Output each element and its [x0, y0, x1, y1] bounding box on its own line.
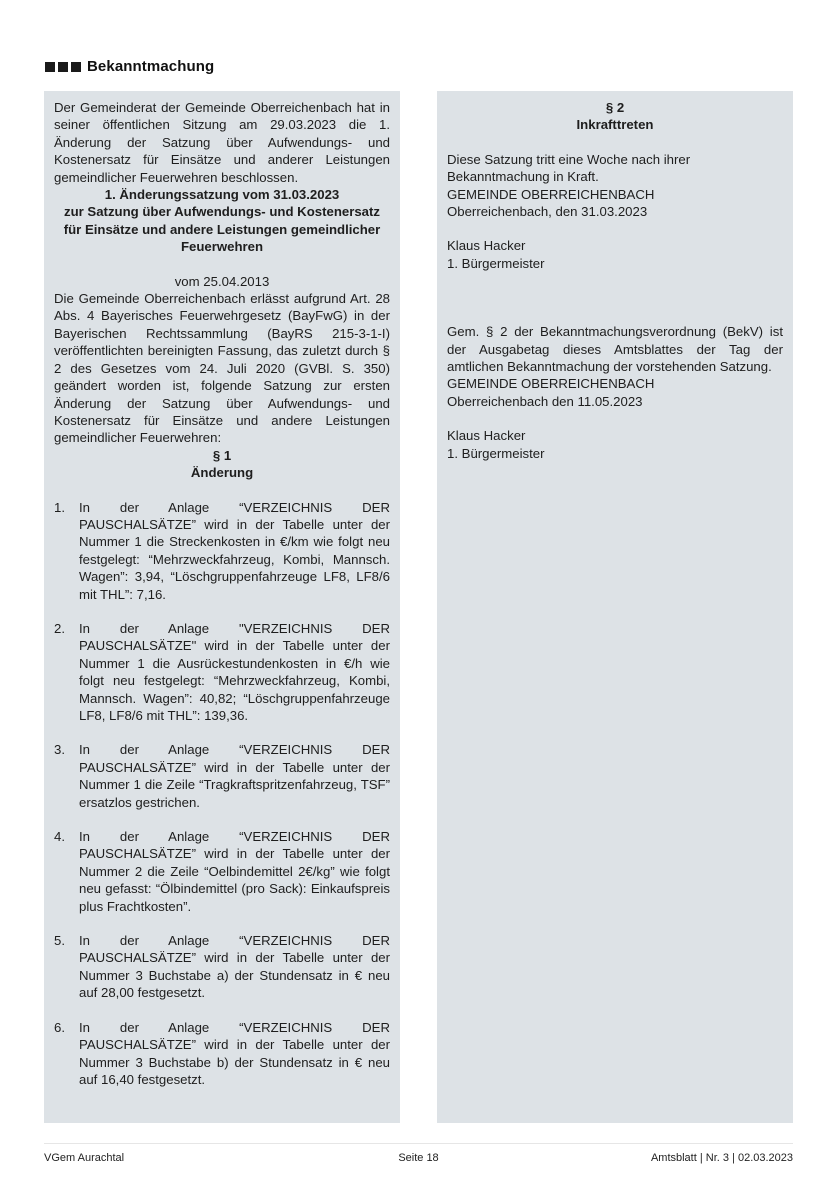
place-date: Oberreichenbach den 11.05.2023 — [447, 393, 643, 409]
municipality-name: GEMEINDE OBERREICHENBACH — [447, 376, 655, 392]
signer-name: Klaus Hacker — [447, 428, 526, 444]
place-date: Oberreichenbach, den 31.03.2023 — [447, 204, 648, 220]
section-1-heading — [54, 447, 390, 482]
signature-place-1 — [447, 186, 783, 221]
bylaw-title — [54, 186, 390, 256]
list-item-number: 1. — [54, 499, 65, 515]
list-item-text: In der Anlage "VERZEICHNIS DER PAUSCHALSÄTZE" wird in der Tabelle unter der Nummer 1 die Ausrückestundenkosten in €/h wie folgt neu festgelegt: “Mehrzweckfahrzeug, Kombi, Mannsch. Wagen”: 40,82; “Löschgruppenfahrzeuge LF8, LF8/6 mit THL”: 139,36. — [79, 620, 390, 723]
amendment-list — [54, 499, 390, 1089]
right-column — [437, 91, 793, 1123]
list-item-text: In der Anlage “VERZEICHNIS DER PAUSCHALSÄTZE” wird in der Tabelle unter der Nummer 3 Buchstabe b) der Stundensatz in € neu auf 16,40 festgesetzt. — [79, 1019, 390, 1087]
list-item-number: 5. — [54, 933, 65, 949]
list-item-text: In der Anlage “VERZEICHNIS DER PAUSCHALSÄTZE” wird in der Tabelle unter der Nummer 1 die Zeile “Tragkraftspritzenfahrzeug, TSF” ersatzlos gestrichen. — [79, 742, 390, 810]
list-item — [54, 741, 390, 811]
preamble-paragraph: Die Gemeinde Oberreichenbach erlässt aufgrund Art. 28 Abs. 4 Bayerisches Feuerwehrgesetz (BayFwG) in der Bayerischen Rechtssammlung (BayRS 215-3-1-I) veröffentlichten bereinigten Fassung, das zuletzt durch § 2 des Gesetzes vom 24. Juli 2020 (GVBl. S. 350) geändert worden ist, folgende Satzung zur ersten Änderung der Satzung über Aufwendungs- und Kostenersatz für Einsätze und andere Leistungen gemeindlicher Feuerwehren: — [54, 291, 390, 446]
left-column — [44, 91, 400, 1123]
bylaw-date: vom 25.04.2013 — [174, 273, 270, 289]
publication-notice: Gem. § 2 der Bekanntmachungsverordnung (BekV) ist der Ausgabetag dieses Amtsblattes der Tag der amtlichen Bekanntmachung der vorstehenden Satzung. — [447, 324, 783, 375]
signer-name: Klaus Hacker — [447, 238, 526, 254]
signature-block-2 — [447, 427, 783, 462]
signer-title: 1. Bürgermeister — [447, 445, 545, 461]
list-item — [54, 1019, 390, 1089]
page-footer — [44, 1143, 793, 1167]
effective-date-paragraph: Diese Satzung tritt eine Woche nach ihrer Bekanntmachung in Kraft. — [447, 151, 691, 185]
intro-paragraph: Der Gemeinderat der Gemeinde Oberreichenbach hat in seiner öffentlichen Sitzung am 29.03.2023 die 1. Änderung der Satzung über Aufwendungs- und Kostenersatz für Einsätze und anderer Leistungen gemeindlicher Feuerwehren beschlossen. — [54, 100, 390, 185]
signer-title: 1. Bürgermeister — [447, 255, 545, 271]
bylaw-title-line2: zur Satzung über Aufwendungs- und Kostenersatz für Einsätze und andere Leistungen gemeindlicher Feuerwehren — [63, 204, 381, 255]
header-squares-icon — [45, 62, 81, 72]
list-item-number: 6. — [54, 1019, 65, 1035]
list-item-text: In der Anlage “VERZEICHNIS DER PAUSCHALSÄTZE” wird in der Tabelle unter der Nummer 1 die Streckenkosten in €/km wie folgt neu festgelegt: “Mehrzweckfahrzeug, Kombi, Mannsch. Wagen”: 3,94, “Löschgruppenfahrzeuge LF8, LF8/6 mit THL”: 7,16. — [79, 499, 390, 602]
list-item-number: 3. — [54, 742, 65, 758]
bylaw-title-line1: 1. Änderungssatzung vom 31.03.2023 — [104, 187, 340, 203]
header-title: Bekanntmachung — [87, 58, 215, 76]
footer-publisher: VGem Aurachtal — [44, 1152, 125, 1164]
footer-issue: Amtsblatt | Nr. 3 | 02.03.2023 — [650, 1152, 794, 1164]
section-2-title: Inkrafttreten — [576, 117, 654, 133]
section-1-number: § 1 — [212, 447, 232, 463]
municipality-name: GEMEINDE OBERREICHENBACH — [447, 186, 655, 202]
list-item — [54, 828, 390, 915]
list-item — [54, 932, 390, 1002]
footer-page-number: Seite 18 — [398, 1152, 439, 1164]
section-2-heading — [447, 99, 783, 134]
section-header — [45, 57, 214, 77]
signature-place-2 — [447, 375, 783, 410]
list-item-text: In der Anlage “VERZEICHNIS DER PAUSCHALSÄTZE” wird in der Tabelle unter der Nummer 2 die Zeile “Oelbindemittel 2€/kg” wie folgt neu gefasst: “Ölbindemittel (pro Sack): Einkaufspreis plus Frachtkosten”. — [79, 829, 390, 914]
list-item-number: 4. — [54, 829, 65, 845]
list-item — [54, 620, 390, 724]
list-item-number: 2. — [54, 620, 65, 636]
section-1-title: Änderung — [190, 465, 254, 481]
list-item-text: In der Anlage “VERZEICHNIS DER PAUSCHALSÄTZE” wird in der Tabelle unter der Nummer 3 Buchstabe a) der Stundensatz in € neu auf 28,00 festgesetzt. — [79, 933, 390, 1001]
signature-block-1 — [447, 237, 783, 272]
section-2-number: § 2 — [605, 100, 625, 115]
list-item — [54, 499, 390, 603]
